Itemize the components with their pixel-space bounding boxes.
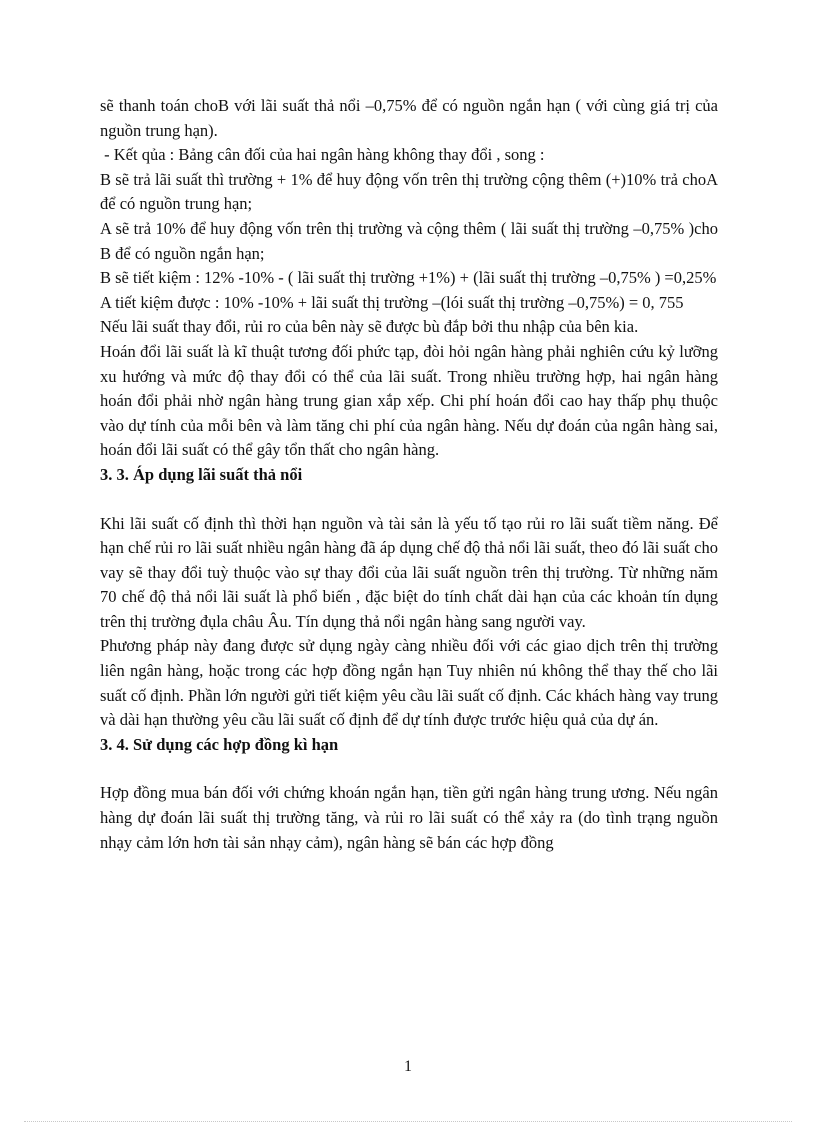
paragraph: A tiết kiệm được : 10% -10% + lãi suất thị trường –(lói suất thị trường –0,75%) = 0, 755 — [100, 292, 684, 312]
section-heading-3-4: 3. 4. Sử dụng các hợp đồng kì hạn — [100, 734, 339, 754]
spacer — [100, 488, 718, 512]
page-bottom-divider — [24, 1121, 792, 1122]
paragraph: Hoán đổi lãi suất là kĩ thuật tương đối phức tạp, đòi hỏi ngân hàng phải nghiên cứu kỷ lưỡng xu hướng và mức độ thay đổi có thể của lãi suất. Trong nhiều trường hợp, hai ngân hàng hoán đổi phải nhờ ngân hàng trung gian xắp xếp. Chi phí hoán đổi cao hay thấp phụ thuộc vào dự tính của mỗi bên và làm tăng chi phí của ngân hàng. Nếu dự đoán của ngân hàng sai, hoán đổi lãi suất có thể gây tổn thất cho ngân hàng. — [100, 341, 718, 460]
section-heading-3-3: 3. 3. Áp dụng lãi suất thả nổi — [100, 464, 303, 484]
paragraph: sẽ thanh toán choB với lãi suất thả nổi –0,75% để có nguồn ngắn hạn ( với cùng giá trị của nguồn trung hạn). — [100, 96, 718, 140]
paragraph: - Kết qủa : Bảng cân đối của hai ngân hàng không thay đổi , song : — [100, 145, 545, 165]
page-number: 1 — [404, 1058, 412, 1075]
spacer — [100, 757, 718, 781]
paragraph: Khi lãi suất cố định thì thời hạn nguồn và tài sản là yếu tố tạo rủi ro lãi suất tiềm năng. Để hạn chế rủi ro lãi suất nhiều ngân hàng đã áp dụng chế độ thả nổi lãi suất, theo đó lãi suất cho vay sẽ thay đổi tuỳ thuộc vào sự thay đổi của lãi suất nguồn trên thị trường. Từ những năm 70 chế độ thả nổi lãi suất là phổ biến , đặc biệt do tính chất dài hạn của các khoản tín dụng trên thị trường đụla châu Âu. Tín dụng thả nổi ngân hàng sang người vay. — [100, 513, 718, 631]
paragraph: B sẽ trả lãi suất thì trường + 1% để huy động vốn trên thị trường cộng thêm (+)10% trả choA để có nguồn trung hạn; — [100, 169, 718, 214]
paragraph: B sẽ tiết kiệm : 12% -10% - ( lãi suất thị trường +1%) + (lãi suất thị trường –0,75% ) =0,25% — [100, 268, 717, 288]
document-page — [100, 94, 718, 855]
paragraph: Phương pháp này đang được sử dụng ngày càng nhiều đối với các giao dịch trên thị trường liên ngân hàng, hoặc trong các hợp đồng ngắn hạn Tuy nhiên nú không thể thay thế cho lãi suất cố định. Phần lớn người gửi tiết kiệm yêu cầu lãi suất cố định. Các khách hàng vay trung và dài hạn thường yêu cầu lãi suất cố định để dự tính được trước hiệu quả của dự án. — [100, 636, 718, 730]
paragraph: Hợp đồng mua bán đối với chứng khoán ngắn hạn, tiền gửi ngân hàng trung ương. Nếu ngân hàng dự đoán lãi suất thị trường tăng, và rủi ro lãi suất có thể xảy ra (do tình trạng nguồn nhạy cảm lớn hơn tài sản nhạy cảm), ngân hàng sẽ bán các hợp đồng — [100, 783, 718, 852]
paragraph: A sẽ trả 10% để huy động vốn trên thị trường và cộng thêm ( lãi suất thị trường –0,75% )cho B để có nguồn ngắn hạn; — [100, 218, 718, 263]
paragraph: Nếu lãi suất thay đổi, rủi ro của bên này sẽ được bù đắp bởi thu nhập của bên kia. — [100, 317, 639, 337]
